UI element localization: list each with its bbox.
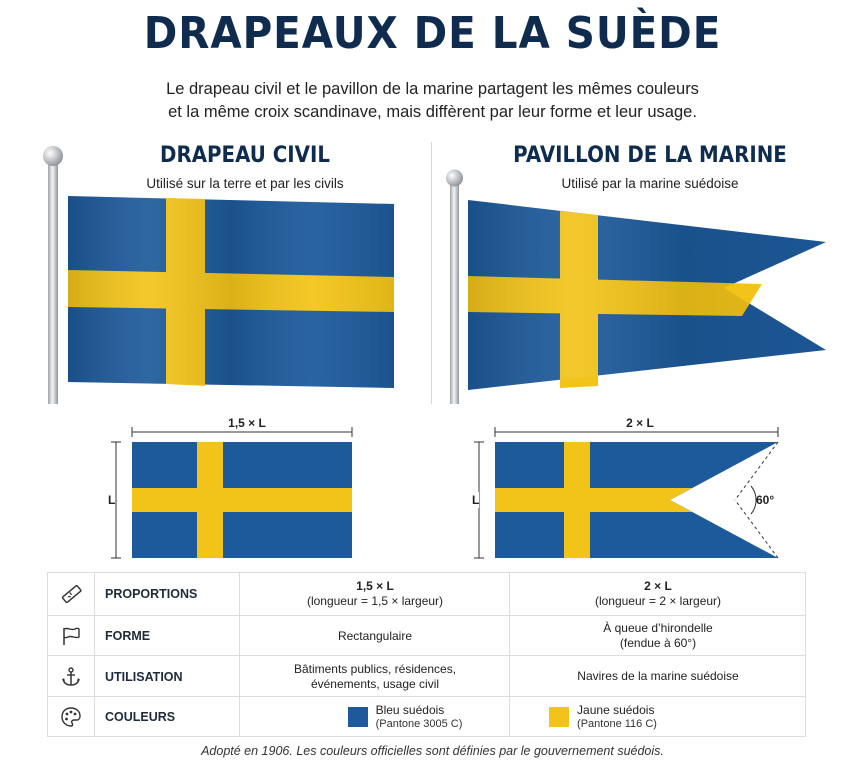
page-title: DRAPEAUX DE LA SUÈDE [143,8,722,59]
civil-proportions-value: 1,5 × L [356,579,394,593]
table-row-utilisation [48,655,805,697]
naval-flag-title: PAVILLON DE LA MARINE [513,143,787,168]
intro-text [140,78,725,124]
blue-color-cell [239,697,510,737]
naval-height-label: L [472,493,480,507]
civil-height-label: L [108,493,116,507]
row-label-forme: FORME [105,629,151,643]
intro-line-2: et la même croix scandinave, mais diffèrent par leur forme et leur usage. [168,103,697,121]
civil-proportions-cell [239,573,510,615]
civil-flag-title: DRAPEAU CIVIL [160,143,330,168]
table-row-couleurs [48,696,805,737]
civil-flag-diagram [100,410,370,570]
row-label-couleurs: COULEURS [105,710,176,724]
civil-flag-flat [132,442,352,558]
civil-flag-waving [68,196,394,388]
naval-forme-cell [509,616,806,656]
row-label-utilisation: UTILISATION [105,669,183,684]
naval-flag-illustration [442,160,842,410]
naval-width-label: 2 × L [626,416,654,430]
blue-swatch [348,707,368,727]
swallowtail-angle-label: 60° [756,493,775,507]
column-divider [431,142,432,404]
naval-proportions-value: 2 × L [644,579,672,593]
naval-utilisation-value: Navires de la marine suédoise [577,669,739,683]
civil-flag-subtitle: Utilisé sur la terre et par les civils [146,176,344,191]
naval-flag-waving [468,200,826,390]
yellow-color-cell [509,697,806,737]
civil-forme-value: Rectangulaire [337,628,413,643]
anchor-icon [60,666,82,688]
ruler-icon [60,583,82,605]
naval-forme-value: À queue d’hirondelle [603,621,713,635]
flag-outline-icon [60,625,82,647]
naval-flag-subtitle: Utilisé par la marine suédoise [561,176,739,191]
civil-utilisation-line1: Bâtiments publics, résidences, [293,661,457,676]
civil-proportions-detail: (longueur = 1,5 × largeur) [306,594,444,608]
blue-color-code: (Pantone 3005 C) [375,718,463,730]
table-row-proportions [48,573,805,615]
naval-flagpole-finial [446,170,463,187]
yellow-color-name: Jaune suédois [577,703,655,717]
flagpole [48,162,58,404]
naval-utilisation-cell [509,656,806,697]
civil-forme-cell [239,616,510,656]
row-label-proportions: PROPORTIONS [105,587,198,601]
flagpole-finial [43,146,63,166]
intro-line-1: Le drapeau civil et le pavillon de la marine partagent les mêmes couleurs [166,80,699,98]
civil-utilisation-cell [239,656,510,697]
palette-icon [60,706,82,728]
civil-flag-illustration [38,140,408,410]
comparison-table [47,572,806,737]
naval-forme-detail: (fendue à 60°) [619,636,697,650]
yellow-color-code: (Pantone 116 C) [577,718,657,730]
civil-utilisation-line2: événements, usage civil [310,676,440,691]
table-row-forme [48,615,805,656]
civil-width-label: 1,5 × L [228,416,266,430]
yellow-swatch [549,707,569,727]
footer-note: Adopté en 1906. Les couleurs officielles sont définies par le gouvernement suédois. [201,744,664,758]
naval-flag-flat [495,442,778,558]
naval-proportions-detail: (longueur = 2 × largeur) [594,594,722,608]
blue-color-name: Bleu suédois [375,703,445,717]
naval-flagpole [450,182,459,404]
naval-proportions-cell [509,573,806,615]
naval-flag-diagram [470,410,800,570]
